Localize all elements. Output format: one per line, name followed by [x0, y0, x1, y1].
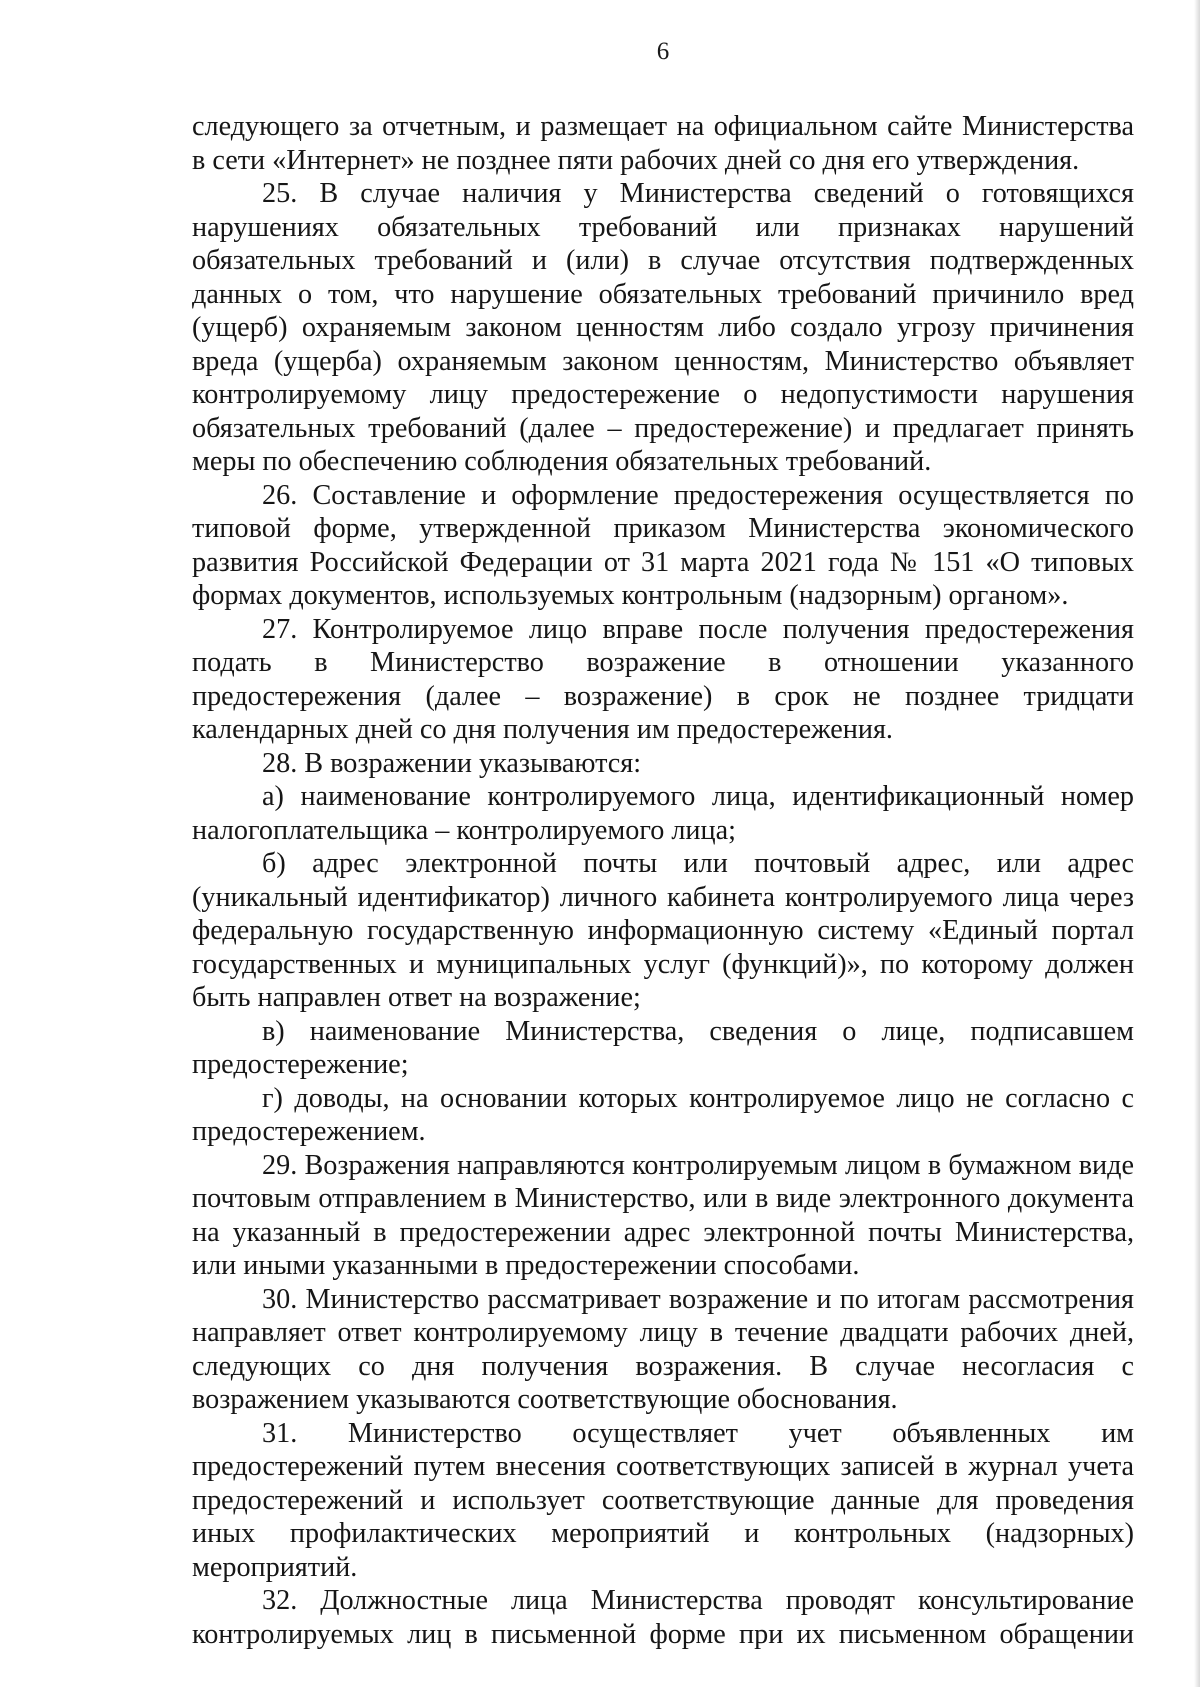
- paragraph: 32. Должностные лица Министерства проводят консультирование контролируемых лиц в письменной форме при их письменном обращении: [192, 1585, 1134, 1650]
- paragraph: а) наименование контролируемого лица, идентификационный номер налогоплательщика – контролируемого лица;: [192, 781, 1134, 846]
- paragraph: 30. Министерство рассматривает возражение и по итогам рассмотрения направляет ответ контролируемому лицу в течение двадцати рабочих дней, следующих со дня получения возражения. В случае несогласия с возражением указываются соответствующие обоснования.: [192, 1283, 1134, 1415]
- document-body: [192, 110, 1134, 1651]
- paragraph: 25. В случае наличия у Министерства сведений о готовящихся нарушениях обязательных требований или признаках нарушений обязательных требований и (или) в случае отсутствия подтвержденных данных о том, что нарушение обязательных требований причинило вред (ущерб) охраняемым законом ценностям либо создало угрозу причинения вреда (ущерба) охраняемым законом ценностям, Министерство объявляет контролируемому лицу предостережение о недопустимости нарушения обязательных требований (далее – предостережение) и предлагает принять меры по обеспечению соблюдения обязательных требований.: [192, 178, 1134, 477]
- page-number: 6: [656, 38, 670, 65]
- paragraph: в) наименование Министерства, сведения о лице, подписавшем предостережение;: [192, 1015, 1134, 1080]
- paragraph: 26. Составление и оформление предостережения осуществляется по типовой форме, утвержденной приказом Министерства экономического развития Российской Федерации от 31 марта 2021 года № 151 «О типовых формах документов, используемых контрольным (надзорным) органом».: [192, 479, 1134, 611]
- paragraph: г) доводы, на основании которых контролируемое лицо не согласно с предостережением.: [192, 1082, 1134, 1147]
- paragraph: 29. Возражения направляются контролируемым лицом в бумажном виде почтовым отправлением в Министерство, или в виде электронного документа на указанный в предостережении адрес электронной почты Министерства, или иными указанными в предостережении способами.: [192, 1149, 1134, 1281]
- scan-edge-shadow: [1194, 0, 1200, 1687]
- paragraph: 28. В возражении указываются:: [262, 747, 642, 779]
- paragraph: б) адрес электронной почты или почтовый адрес, или адрес (уникальный идентификатор) личного кабинета контролируемого лица через федеральную государственную информационную систему «Единый портал государственных и муниципальных услуг (функций)», по которому должен быть направлен ответ на возражение;: [192, 848, 1134, 1013]
- paragraph: следующего за отчетным, и размещает на официальном сайте Министерства в сети «Интернет» не позднее пяти рабочих дней со дня его утверждения.: [192, 111, 1134, 176]
- paragraph: 27. Контролируемое лицо вправе после получения предостережения подать в Министерство возражение в отношении указанного предостережения (далее – возражение) в срок не позднее тридцати календарных дней со дня получения им предостережения.: [192, 613, 1134, 745]
- paragraph: 31. Министерство осуществляет учет объявленных им предостережений путем внесения соответствующих записей в журнал учета предостережений и использует соответствующие данные для проведения иных профилактических мероприятий и контрольных (надзорных) мероприятий.: [192, 1417, 1134, 1583]
